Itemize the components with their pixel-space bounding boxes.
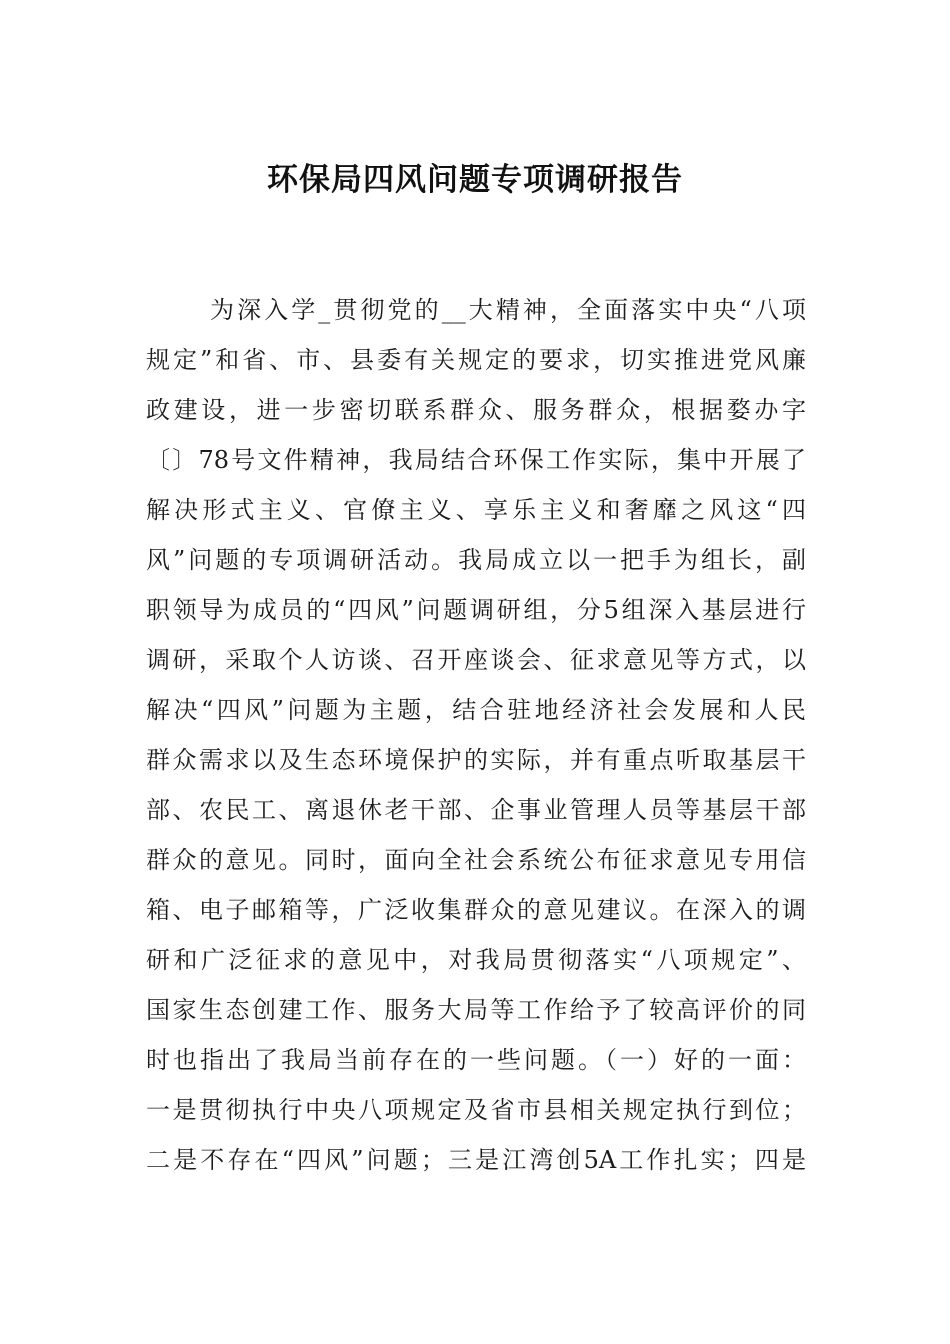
body-line: 调研，采取个人访谈、召开座谈会、征求意见等方式，以	[146, 646, 806, 674]
body-line: 部、农民工、离退休老干部、企事业管理人员等基层干部	[146, 796, 806, 824]
body-line: 规定”和省、市、县委有关规定的要求，切实推进党风廉	[146, 346, 806, 374]
body-line: 〔〕78号文件精神，我局结合环保工作实际，集中开展了	[146, 446, 806, 474]
body-line: 一是贯彻执行中央八项规定及省市县相关规定执行到位；	[146, 1096, 806, 1124]
body-line: 国家生态创建工作、服务大局等工作给予了较高评价的同	[146, 996, 806, 1024]
body-line: 时也指出了我局当前存在的一些问题。（一）好的一面：	[146, 1046, 806, 1074]
body-line: 政建设，进一步密切联系群众、服务群众，根据婺办字	[146, 396, 806, 424]
document-title: 环保局四风问题专项调研报告	[267, 162, 683, 198]
body-line: 箱、电子邮箱等，广泛收集群众的意见建议。在深入的调	[146, 896, 806, 924]
body-line: 研和广泛征求的意见中，对我局贯彻落实“八项规定”、	[146, 946, 806, 974]
body-line: 群众的意见。同时，面向全社会系统公布征求意见专用信	[146, 846, 806, 874]
body-line: 职领导为成员的“四风”问题调研组，分5组深入基层进行	[146, 596, 806, 624]
body-line: 解决形式主义、官僚主义、享乐主义和奢靡之风这“四	[146, 496, 806, 524]
body-line: 为深入学_贯彻党的__大精神，全面落实中央“八项	[210, 296, 806, 324]
body-line: 二是不存在“四风”问题；三是江湾创5A工作扎实；四是	[146, 1146, 806, 1174]
body-line: 群众需求以及生态环境保护的实际，并有重点听取基层干	[146, 746, 806, 774]
body-line: 风”问题的专项调研活动。我局成立以一把手为组长，副	[146, 546, 806, 574]
body-line: 解决“四风”问题为主题，结合驻地经济社会发展和人民	[146, 696, 806, 724]
document-body	[146, 292, 806, 1192]
